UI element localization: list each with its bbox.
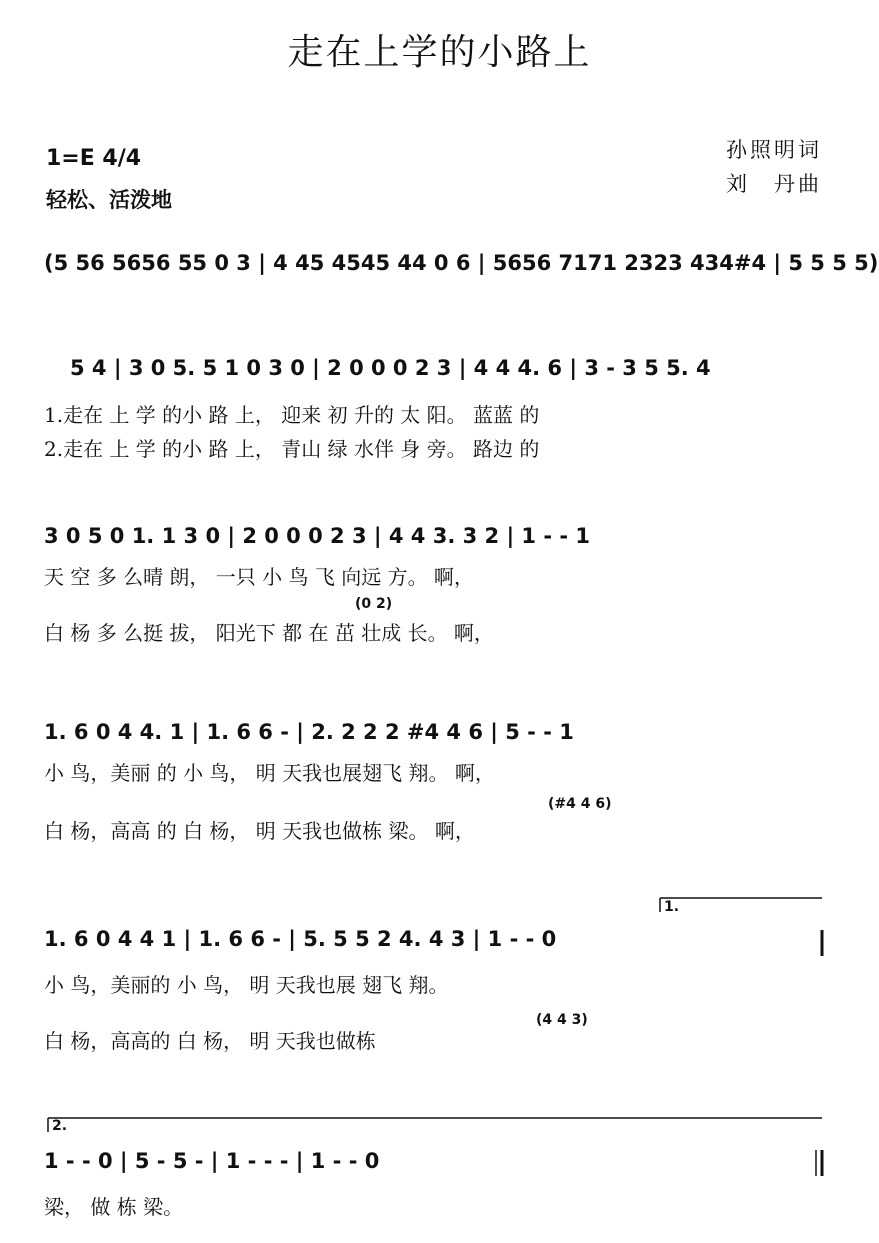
system-3-notes: 1. 6 0 4 4. 1 | 1. 6 6 - | 2. 2 2 2 #4 4 6 | 5 - - 1 xyxy=(44,720,574,744)
system-4-lyric-2: 白 杨，高高的 白 杨， 明 天我也做栋 xyxy=(44,1029,376,1053)
system-5-volta: 2. xyxy=(52,1118,68,1134)
system-3-lyric-1: 小 鸟，美丽 的 小 鸟， 明 天我也展翅飞 翔。 啊， xyxy=(44,761,495,785)
system-1-notes: 5 4 | 3 0 5. 5 1 0 3 0 | 2 0 0 0 2 3 | 4 4 4. 6 | 3 - 3 5 5. 4 xyxy=(70,356,711,380)
system-1-lyric-2: 2.走在 上 学 的小 路 上， 青山 绿 水伴 身 旁。 路边 的 xyxy=(44,437,540,461)
key-signature: 1=E 4/4 xyxy=(46,146,142,171)
system-5-lyric: 梁， 做 栋 梁。 xyxy=(44,1195,184,1219)
lyricist-credit: 孙照明词 xyxy=(726,138,822,162)
intro-line: (5 56 5656 55 0 3 | 4 45 4545 44 0 6 | 5656 7171 2323 434#4 | 5 5 5 5) xyxy=(44,251,879,275)
system-1-lyric-1: 1.走在 上 学 的小 路 上， 迎来 初 升的 太 阳。 蓝蓝 的 xyxy=(44,403,540,427)
tempo-marking: 轻松、活泼地 xyxy=(46,188,172,212)
system-4-volta: 1. xyxy=(664,899,680,915)
system-3-lyric-2: 白 杨，高高 的 白 杨， 明 天我也做栋 梁。 啊， xyxy=(44,819,475,843)
system-2-lyric-1: 天 空 多 么晴 朗， 一只 小 鸟 飞 向远 方。 啊， xyxy=(44,565,474,589)
system-4-variant: (4 4 3) xyxy=(536,1012,588,1028)
song-title: 走在上学的小路上 xyxy=(287,32,592,73)
system-2-variant: (0 2) xyxy=(355,596,393,612)
system-3-variant: (#4 4 6) xyxy=(548,796,612,812)
composer-credit: 刘 丹曲 xyxy=(726,172,822,196)
system-5-notes: 1 - - 0 | 5 - 5 - | 1 - - - | 1 - - 0 xyxy=(44,1149,380,1173)
system-2-lyric-2: 白 杨 多 么挺 拔， 阳光下 都 在 茁 壮成 长。 啊， xyxy=(44,621,494,645)
system-4-lyric-1: 小 鸟，美丽的 小 鸟， 明 天我也展 翅飞 翔。 xyxy=(44,973,449,997)
system-2-notes: 3 0 5 0 1. 1 3 0 | 2 0 0 0 2 3 | 4 4 3. 3 2 | 1 - - 1 xyxy=(44,524,591,548)
system-4-notes: 1. 6 0 4 4 1 | 1. 6 6 - | 5. 5 5 2 4. 4 3 | 1 - - 0 xyxy=(44,927,557,951)
